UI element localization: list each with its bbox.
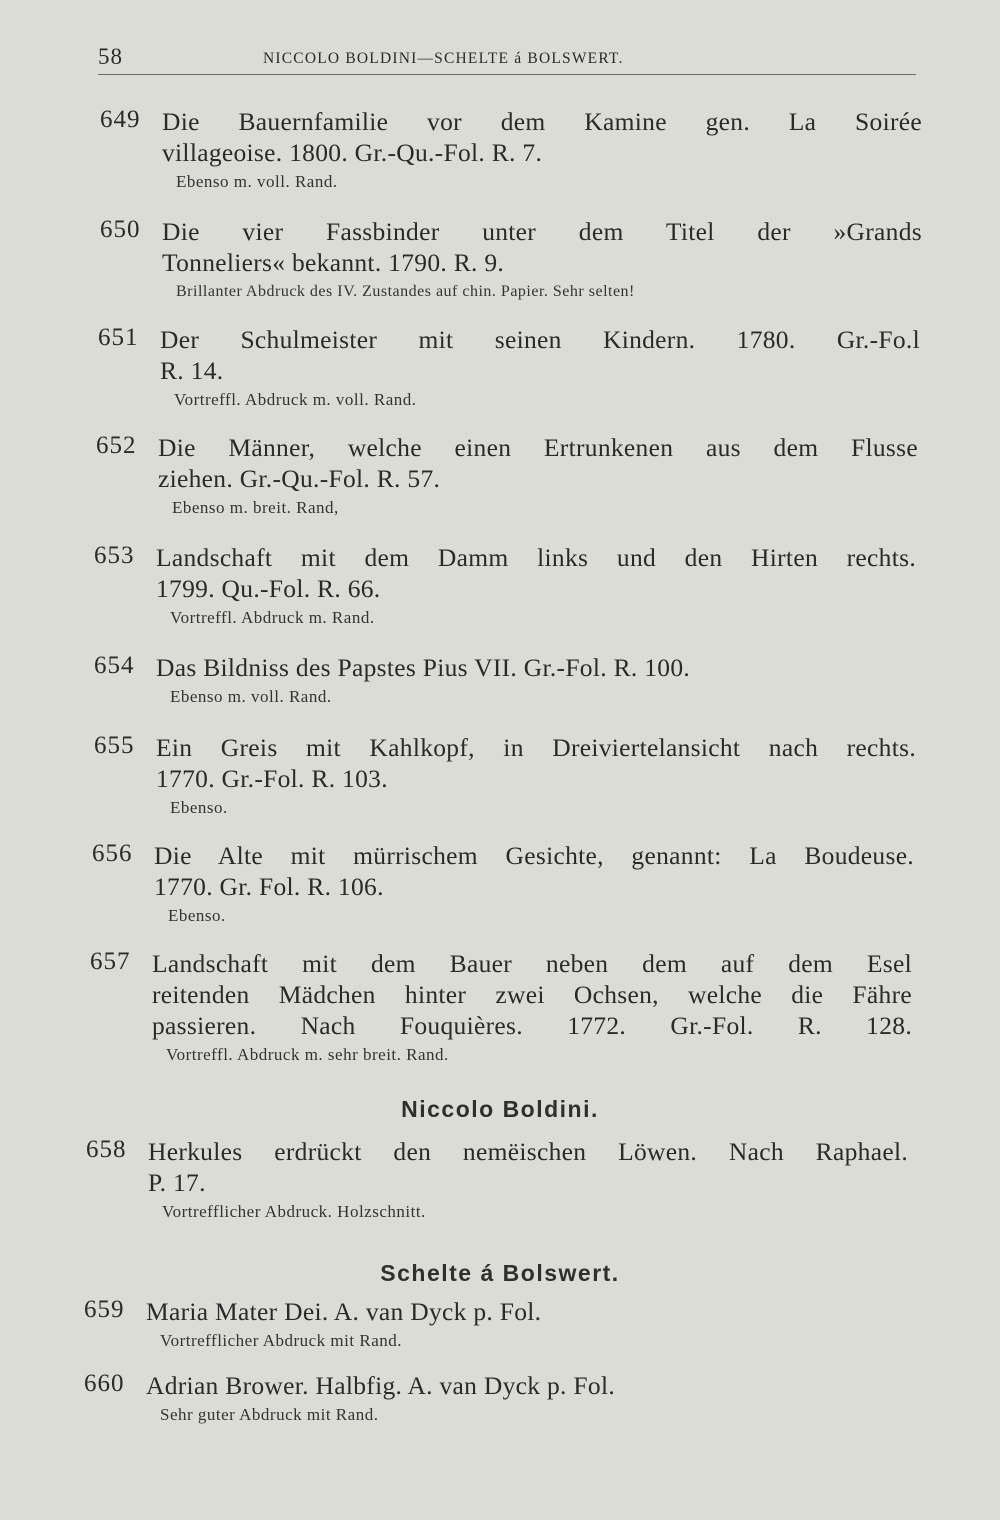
entry-title <box>158 432 918 494</box>
entry-title <box>156 732 916 794</box>
section-heading-boldini: Niccolo Boldini. <box>401 1096 599 1122</box>
entry-title <box>146 1296 906 1327</box>
entry-number: 653 <box>94 542 135 569</box>
entry-line: P. 17. <box>148 1168 206 1197</box>
entry-line: Die Alte mit mürrischem Gesichte, genannt: La Boudeuse. <box>154 841 914 870</box>
entry-note: Brillanter Abdruck des IV. Zustandes auf chin. Papier. Sehr selten! <box>176 283 635 300</box>
header-rule <box>98 74 916 75</box>
entry-line: Landschaft mit dem Bauer neben dem auf dem Esel <box>152 949 912 978</box>
entry-number: 654 <box>94 652 135 679</box>
catalog-entry-652 <box>96 432 918 520</box>
entry-note: Ebenso. <box>168 906 226 925</box>
entry-title <box>148 1136 908 1198</box>
entry-line: passieren. Nach Fouquières. 1772. Gr.-Fol. R. 128. <box>152 1011 912 1040</box>
entry-line: 1770. Gr.-Fol. R. 103. <box>156 764 388 793</box>
entry-number: 660 <box>84 1370 125 1397</box>
entry-line: 1770. Gr. Fol. R. 106. <box>154 872 384 901</box>
entry-line: villageoise. 1800. Gr.-Qu.-Fol. R. 7. <box>162 138 543 167</box>
entry-title <box>156 542 916 604</box>
entry-number: 658 <box>86 1136 127 1163</box>
entry-line: ziehen. Gr.-Qu.-Fol. R. 57. <box>158 464 441 493</box>
entry-number: 650 <box>100 216 141 243</box>
entry-note: Vortreffl. Abdruck m. voll. Rand. <box>174 390 417 409</box>
catalog-entry-657 <box>90 948 912 1067</box>
entry-line: Adrian Brower. Halbfig. A. van Dyck p. Fol. <box>146 1371 615 1400</box>
entry-number: 659 <box>84 1296 125 1323</box>
entry-note: Ebenso m. breit. Rand, <box>172 498 339 517</box>
entry-title <box>154 840 914 902</box>
entry-line: Ein Greis mit Kahlkopf, in Dreiviertelansicht nach rechts. <box>156 733 916 762</box>
entry-line: Herkules erdrückt den nemëischen Löwen. Nach Raphael. <box>148 1137 908 1166</box>
entry-title <box>146 1370 906 1401</box>
entry-note: Ebenso m. voll. Rand. <box>176 172 338 191</box>
entry-title <box>162 106 922 168</box>
entry-number: 652 <box>96 432 137 459</box>
entry-line: Die Bauernfamilie vor dem Kamine gen. La Soirée <box>162 107 922 136</box>
catalog-entry-658 <box>86 1136 908 1224</box>
entry-line: Die Männer, welche einen Ertrunkenen aus dem Flusse <box>158 433 918 462</box>
running-title: NICCOLO BOLDINI—SCHELTE á BOLSWERT. <box>263 50 624 67</box>
entry-note: Ebenso m. voll. Rand. <box>170 687 332 706</box>
catalog-entry-654 <box>94 652 916 709</box>
entry-line: R. 14. <box>160 356 224 385</box>
catalog-entry-655 <box>94 732 916 820</box>
entry-line: Die vier Fassbinder unter dem Titel der »Grands <box>162 217 922 246</box>
entry-line: Landschaft mit dem Damm links und den Hirten rechts. <box>156 543 916 572</box>
page-number: 58 <box>98 44 123 69</box>
catalog-entry-649 <box>100 106 922 194</box>
entry-title <box>162 216 922 278</box>
entry-note: Vortrefflicher Abdruck. Holzschnitt. <box>162 1202 426 1221</box>
entry-note: Sehr guter Abdruck mit Rand. <box>160 1405 379 1424</box>
entry-line: Der Schulmeister mit seinen Kindern. 1780. Gr.-Fo.l <box>160 325 920 354</box>
entry-number: 649 <box>100 106 141 133</box>
entry-number: 656 <box>92 840 133 867</box>
entry-number: 655 <box>94 732 135 759</box>
catalog-entry-653 <box>94 542 916 630</box>
entry-note: Vortreffl. Abdruck m. Rand. <box>170 608 375 627</box>
catalog-entry-651 <box>98 324 920 412</box>
entry-number: 657 <box>90 948 131 975</box>
catalog-entry-659 <box>84 1296 906 1353</box>
page-header <box>98 44 916 84</box>
entry-note: Ebenso. <box>170 798 228 817</box>
entry-number: 651 <box>98 324 139 351</box>
entry-line: Tonneliers« bekannt. 1790. R. 9. <box>162 248 505 277</box>
catalog-entry-656 <box>92 840 914 928</box>
catalog-entry-660 <box>84 1370 906 1427</box>
entry-line: reitenden Mädchen hinter zwei Ochsen, welche die Fähre <box>152 980 912 1009</box>
entry-title <box>160 324 920 386</box>
entry-note: Vortrefflicher Abdruck mit Rand. <box>160 1331 402 1350</box>
section-heading-bolswert: Schelte á Bolswert. <box>380 1260 620 1286</box>
entry-title <box>152 948 912 1041</box>
entry-title <box>156 652 916 683</box>
entry-note: Vortreffl. Abdruck m. sehr breit. Rand. <box>166 1045 449 1064</box>
catalog-entry-650 <box>100 216 922 304</box>
entry-line: Maria Mater Dei. A. van Dyck p. Fol. <box>146 1297 542 1326</box>
entry-line: 1799. Qu.-Fol. R. 66. <box>156 574 381 603</box>
entry-line: Das Bildniss des Papstes Pius VII. Gr.-Fol. R. 100. <box>156 653 691 682</box>
